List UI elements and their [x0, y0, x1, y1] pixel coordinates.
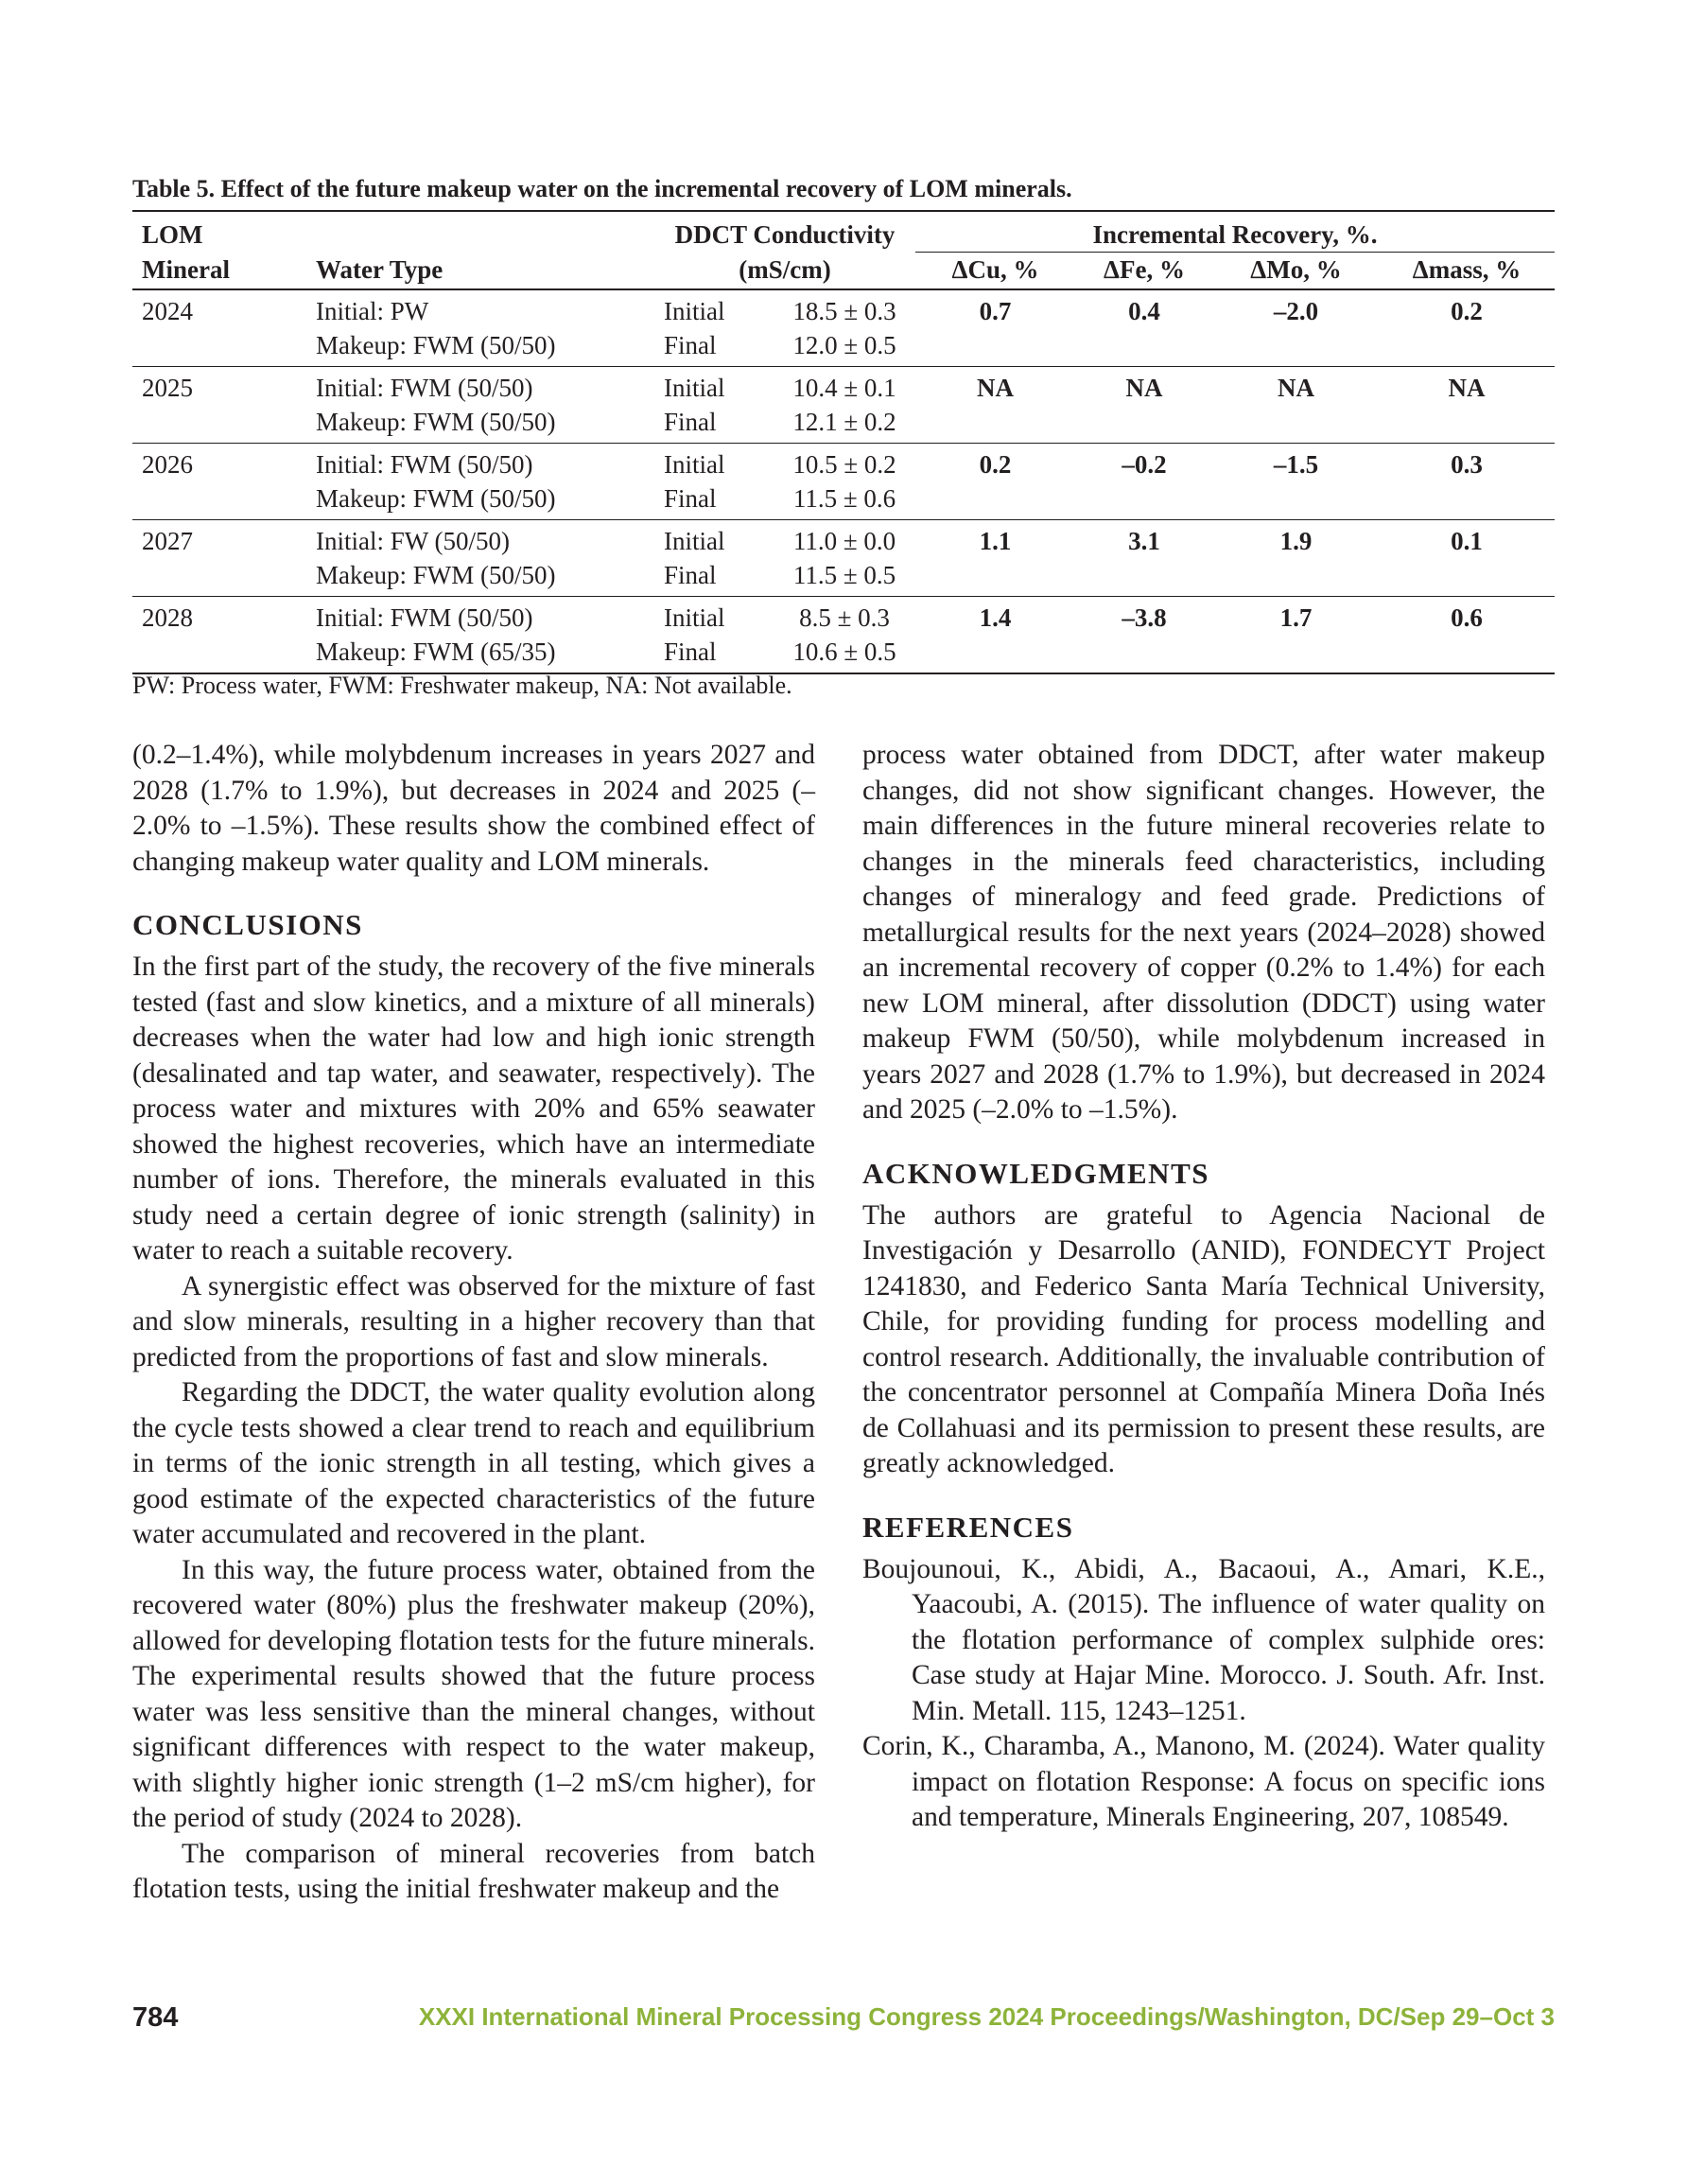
reference-item: Corin, K., Charamba, A., Manono, M. (2024). Water quality impact on flotation Response: A focus on specific ions and temperature, Minerals Engineering, 207, 108549. — [862, 1731, 1545, 1832]
cell-year: 2024 — [142, 297, 193, 325]
table-row — [132, 558, 1555, 597]
cell-dmo: NA — [1213, 367, 1379, 406]
header-incremental-recovery: Incremental Recovery, %. — [915, 211, 1555, 253]
header-ddct: DDCT Conductivity — [654, 211, 915, 253]
acknowledgments-heading: ACKNOWLEDGMENTS — [862, 1156, 1209, 1190]
cell-label-final: Final — [654, 635, 774, 673]
cell-cond-final: 12.1 ± 0.2 — [792, 408, 896, 436]
conclusions-heading: CONCLUSIONS — [132, 908, 363, 941]
table-5 — [132, 210, 1555, 674]
cell-label-final: Final — [664, 408, 717, 436]
cell-dcu: 1.1 — [915, 520, 1075, 559]
paragraph: In the first part of the study, the recovery of the five minerals tested (fast and slow kinetics, and a mixture of all minerals) decreases when the water had low and high ionic strength (desalinated and tap water, and seawater, respectively). The process water and mixtures with 20% and 65% seawater showed the highest recoveries, which have an intermediate number of ions. Therefore, the minerals evaluated in this study need a certain degree of ionic strength (salinity) in water to reach a suitable recovery. — [132, 952, 815, 1266]
header-ddct-unit: (mS/cm) — [654, 253, 915, 290]
table-row — [132, 481, 1555, 520]
cell-dfe: –3.8 — [1075, 597, 1213, 636]
cell-cond-initial: 10.5 ± 0.2 — [774, 444, 915, 482]
cell-cond-initial: 11.0 ± 0.0 — [774, 520, 915, 559]
header-dcu: ΔCu, % — [915, 253, 1075, 290]
header-dfe: ΔFe, % — [1075, 253, 1213, 290]
table-row — [132, 520, 1555, 559]
paragraph: The comparison of mineral recoveries from batch flotation tests, using the initial freshwater makeup and the — [132, 1838, 815, 1904]
cell-cond-initial: 18.5 ± 0.3 — [792, 297, 896, 325]
cell-dfe: –0.2 — [1075, 444, 1213, 482]
cell-dfe: 0.4 — [1128, 297, 1160, 325]
cell-makeup-water: Makeup: FWM (50/50) — [316, 408, 556, 436]
cell-cond-initial: 8.5 ± 0.3 — [774, 597, 915, 636]
table-row — [132, 367, 1555, 406]
cell-year: 2026 — [132, 444, 306, 482]
cell-year: 2028 — [132, 597, 306, 636]
cell-initial-water: Initial: PW — [316, 297, 429, 325]
acknowledgments-text: The authors are grateful to Agencia Nacional de Investigación y Desarrollo (ANID), FONDECYT Project 1241830, and Federico Santa María Technical University, Chile, for providing funding for process modelling and control research. Additionally, the invaluable contribution of the concentrator personnel at Compañía Minera Doña Inés de Collahuasi and its permission to present these results, are greatly acknowledged. — [862, 1199, 1545, 1478]
cell-initial-water: Initial: FWM (50/50) — [306, 597, 654, 636]
cell-dcu: NA — [915, 367, 1075, 406]
table-row — [132, 444, 1555, 482]
cell-dmass: 0.3 — [1379, 444, 1555, 482]
page — [132, 0, 1555, 2184]
cell-label-initial: Initial — [654, 367, 774, 406]
table-header-row-1 — [132, 211, 1555, 253]
paragraph-intro: (0.2–1.4%), while molybdenum increases in years 2027 and 2028 (1.7% to 1.9%), but decreases in 2024 and 2025 (–2.0% to –1.5%). These results show the combined effect of changing makeup water quality and LOM minerals. — [132, 740, 815, 877]
cell-dmass: 0.6 — [1379, 597, 1555, 636]
cell-makeup-water: Makeup: FWM (65/35) — [306, 635, 654, 673]
left-column — [132, 738, 815, 1908]
header-water-type: Water Type — [306, 253, 654, 290]
cell-dfe: NA — [1075, 367, 1213, 406]
cell-dmo: 1.9 — [1213, 520, 1379, 559]
paragraph-continued: process water obtained from DDCT, after water makeup changes, did not show significant changes. However, the main differences in the future mineral recoveries relate to changes in the minerals feed characteristics, including changes of mineralogy and feed grade. Predictions of metallurgical results for the next years (2024–2028) showed an incremental recovery of copper (0.2% to 1.4%) for each new LOM mineral, after dissolution (DDCT) using water makeup FWM (50/50), while molybdenum increased in years 2027 and 2028 (1.7% to 1.9%), but decreased in 2024 and 2025 (–2.0% to –1.5%). — [862, 740, 1545, 1125]
paragraph: Regarding the DDCT, the water quality evolution along the cycle tests showed a clear trend to reach and equilibrium in terms of the ionic strength in all testing, which gives a good estimate of the expected characteristics of the future water accumulated and recovered in the plant. — [132, 1377, 815, 1549]
references-heading: REFERENCES — [862, 1510, 1074, 1544]
cell-dmo: 1.7 — [1213, 597, 1379, 636]
table-row — [132, 635, 1555, 673]
paragraph: In this way, the future process water, obtained from the recovered water (80%) plus the freshwater makeup (20%), allowed for developing flotation tests for the future minerals. The experimental results showed that the future process water was less sensitive than the mineral changes, without significant differences with respect to the water makeup, with slightly higher ionic strength (1–2 mS/cm higher), for the period of study (2024 to 2028). — [132, 1554, 815, 1833]
cell-initial-water: Initial: FWM (50/50) — [306, 444, 654, 482]
header-mineral: Mineral — [132, 253, 306, 290]
right-column — [862, 738, 1545, 1836]
cell-label-final: Final — [664, 561, 717, 589]
cell-label-initial: Initial — [664, 297, 725, 325]
cell-label-initial: Initial — [654, 520, 774, 559]
table-caption: Table 5. Effect of the future makeup water on the incremental recovery of LOM minerals. — [132, 175, 1072, 202]
table-footnote: PW: Process water, FWM: Freshwater makeup, NA: Not available. — [132, 672, 792, 699]
header-dmo: ΔMo, % — [1213, 253, 1379, 290]
cell-label-initial: Initial — [654, 444, 774, 482]
running-footer: XXXI International Mineral Processing Congress 2024 Proceedings/Washington, DC/Sep 29–Oct 3 — [418, 2002, 1555, 2031]
table-row — [132, 597, 1555, 636]
cell-dcu: 0.2 — [915, 444, 1075, 482]
cell-cond-final: 11.5 ± 0.5 — [792, 561, 896, 589]
cell-dfe: 3.1 — [1075, 520, 1213, 559]
page-number: 784 — [132, 2002, 179, 2033]
cell-makeup-water: Makeup: FWM (50/50) — [316, 331, 556, 359]
reference-item: Boujounoui, K., Abidi, A., Bacaoui, A., Amari, K.E., Yaacoubi, A. (2015). The influence of water quality on the flotation performance of complex sulphide ores: Case study at Hajar Mine. Morocco. J. South. Afr. Inst. Min. Metall. 115, 1243–1251. — [862, 1553, 1545, 1726]
table-row — [132, 328, 1555, 367]
cell-initial-water: Initial: FW (50/50) — [306, 520, 654, 559]
cell-dmass: NA — [1379, 367, 1555, 406]
cell-dmass: 0.1 — [1379, 520, 1555, 559]
cell-cond-final: 12.0 ± 0.5 — [792, 331, 896, 359]
table-header-row-2 — [132, 253, 1555, 290]
cell-cond-initial: 10.4 ± 0.1 — [774, 367, 915, 406]
cell-makeup-water: Makeup: FWM (50/50) — [316, 561, 556, 589]
cell-year: 2025 — [132, 367, 306, 406]
cell-dmo: –2.0 — [1273, 297, 1319, 325]
cell-label-initial: Initial — [654, 597, 774, 636]
cell-cond-final: 11.5 ± 0.6 — [792, 484, 896, 513]
cell-label-final: Final — [664, 331, 717, 359]
header-dmass: Δmass, % — [1379, 253, 1555, 290]
table-row — [132, 405, 1555, 444]
cell-year: 2027 — [132, 520, 306, 559]
paragraph: A synergistic effect was observed for the mixture of fast and slow minerals, resulting in a higher recovery than that predicted from the proportions of fast and slow minerals. — [132, 1270, 815, 1372]
cell-dmo: –1.5 — [1213, 444, 1379, 482]
cell-cond-final: 10.6 ± 0.5 — [774, 635, 915, 673]
cell-dmass: 0.2 — [1451, 297, 1483, 325]
cell-initial-water: Initial: FWM (50/50) — [306, 367, 654, 406]
table-row — [132, 289, 1555, 328]
cell-makeup-water: Makeup: FWM (50/50) — [316, 484, 556, 513]
cell-dcu: 1.4 — [915, 597, 1075, 636]
header-lom: LOM — [132, 211, 306, 253]
cell-label-final: Final — [664, 484, 717, 513]
cell-dcu: 0.7 — [979, 297, 1012, 325]
